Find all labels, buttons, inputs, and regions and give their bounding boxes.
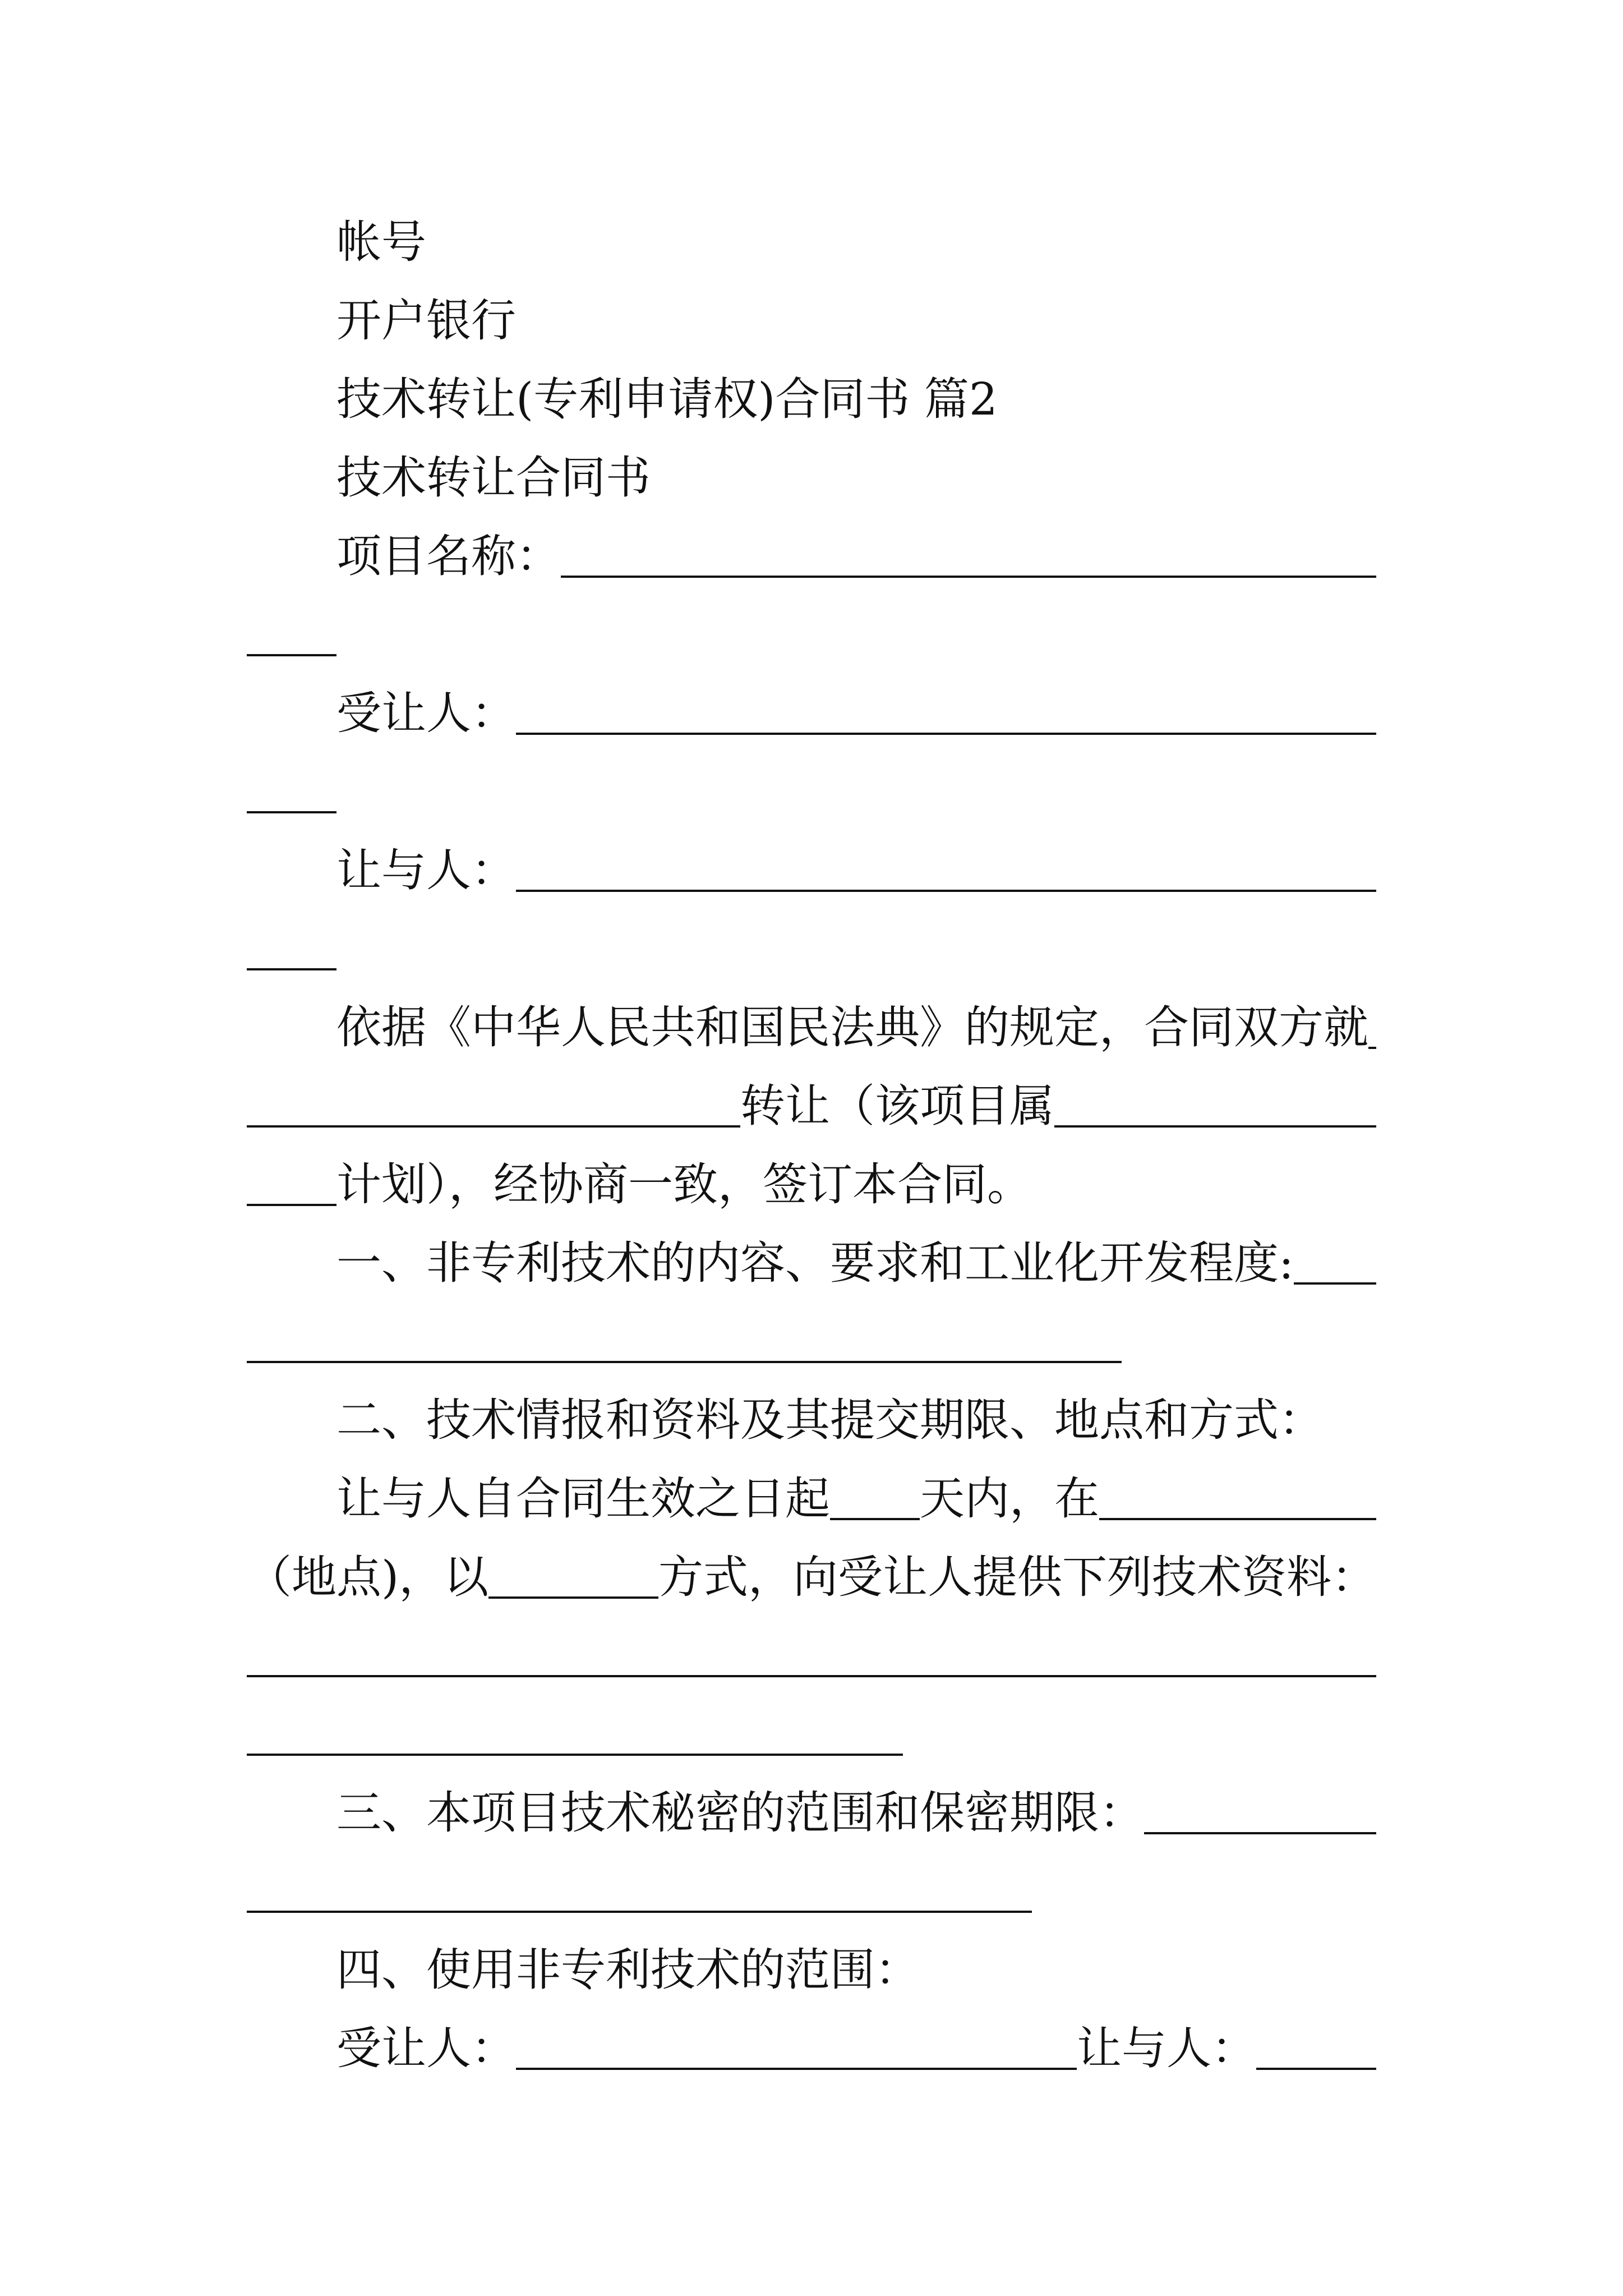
- project-name-blank-tail: [247, 654, 336, 656]
- clause-2-place-blank: [1099, 1518, 1376, 1520]
- clause-4-heading: 四、使用非专利技术的范围：: [336, 1944, 920, 1996]
- clause-2-days-blank: [830, 1518, 920, 1520]
- clause-1-text: 一、非专利技术的内容、要求和工业化开发程度:: [336, 1237, 1294, 1289]
- clause-3-text: 三、本项目技术秘密的范围和保密期限：: [336, 1787, 1144, 1839]
- transferee-blank: [516, 733, 1376, 735]
- clause-2-text-c: （地点)，以: [247, 1551, 489, 1603]
- clause-2-text-b: 天内，在: [920, 1473, 1099, 1525]
- clause-1-line: [247, 1218, 1376, 1308]
- clause-1-continuation: [247, 1297, 1376, 1387]
- transferor-blank-tail: [247, 968, 336, 970]
- clause-2-text-a: 让与人自合同生效之日起: [336, 1473, 830, 1525]
- clause-2-materials-blank-tail: [247, 1754, 903, 1756]
- transferor-line: [247, 826, 1376, 915]
- clause-2-line-4: [247, 1690, 1376, 1779]
- transferor-label: 让与人：: [336, 844, 516, 896]
- clause-2-heading: 二、技术情报和资料及其提交期限、地点和方式：: [336, 1394, 1324, 1446]
- transferee-label-2: 受让人：: [336, 2022, 516, 2074]
- preamble-line-3: [247, 1140, 1376, 1230]
- clause-2-text-d: 方式，向受让人提供下列技术资料：: [658, 1551, 1376, 1603]
- preamble-blank-2: [247, 1125, 740, 1128]
- transferee-line: [247, 669, 1376, 758]
- project-name-continuation: [247, 590, 1376, 680]
- project-name-line: [247, 512, 1376, 601]
- clause-2-method-blank: [488, 1596, 658, 1599]
- clause-2-line-2: [247, 1533, 1376, 1622]
- preamble-text-3: 计划），经协商一致，签订本合同。: [336, 1158, 1032, 1211]
- preamble-line-1: [247, 983, 1376, 1073]
- clause-1-blank-tail: [247, 1361, 1122, 1363]
- clause-2-materials-blank: [247, 1675, 1376, 1677]
- transferor-continuation: [247, 904, 1376, 994]
- transferee-continuation: [247, 747, 1376, 837]
- transferee-blank-tail: [247, 811, 336, 813]
- clause-3-continuation: [247, 1847, 1376, 1936]
- transferor-label-2: 让与人：: [1077, 2022, 1256, 2074]
- transferee-signature-blank: [516, 2068, 1077, 2070]
- preamble-blank-4: [247, 1204, 336, 1206]
- preamble-text-2: 转让（该项目属: [740, 1080, 1054, 1132]
- transferee-label: 受让人：: [336, 687, 516, 739]
- preamble-blank-1: [1368, 1047, 1376, 1049]
- bank-label: 开户银行: [336, 295, 516, 347]
- clause-3-line: [247, 1768, 1376, 1858]
- project-name-label: 项目名称：: [336, 530, 561, 582]
- account-label: 帐号: [336, 216, 426, 268]
- preamble-line-2: [247, 1061, 1376, 1151]
- clause-1-blank: [1294, 1282, 1376, 1285]
- project-name-blank: [561, 576, 1376, 578]
- clause-2-line-1: [247, 1454, 1376, 1544]
- transferor-signature-blank: [1256, 2068, 1376, 2070]
- section-heading: 技术转让(专利申请权)合同书 篇2: [336, 373, 998, 425]
- clause-3-blank-tail: [247, 1911, 1032, 1913]
- transferor-blank: [516, 890, 1376, 892]
- clause-2-line-3: [247, 1611, 1376, 1701]
- preamble-blank-3: [1054, 1125, 1376, 1128]
- clause-3-blank: [1144, 1832, 1376, 1834]
- signature-line: [247, 2004, 1376, 2093]
- preamble-text-1: 依据《中华人民共和国民法典》的规定，合同双方就: [336, 1001, 1368, 1053]
- contract-title: 技术转让合同书: [336, 452, 651, 504]
